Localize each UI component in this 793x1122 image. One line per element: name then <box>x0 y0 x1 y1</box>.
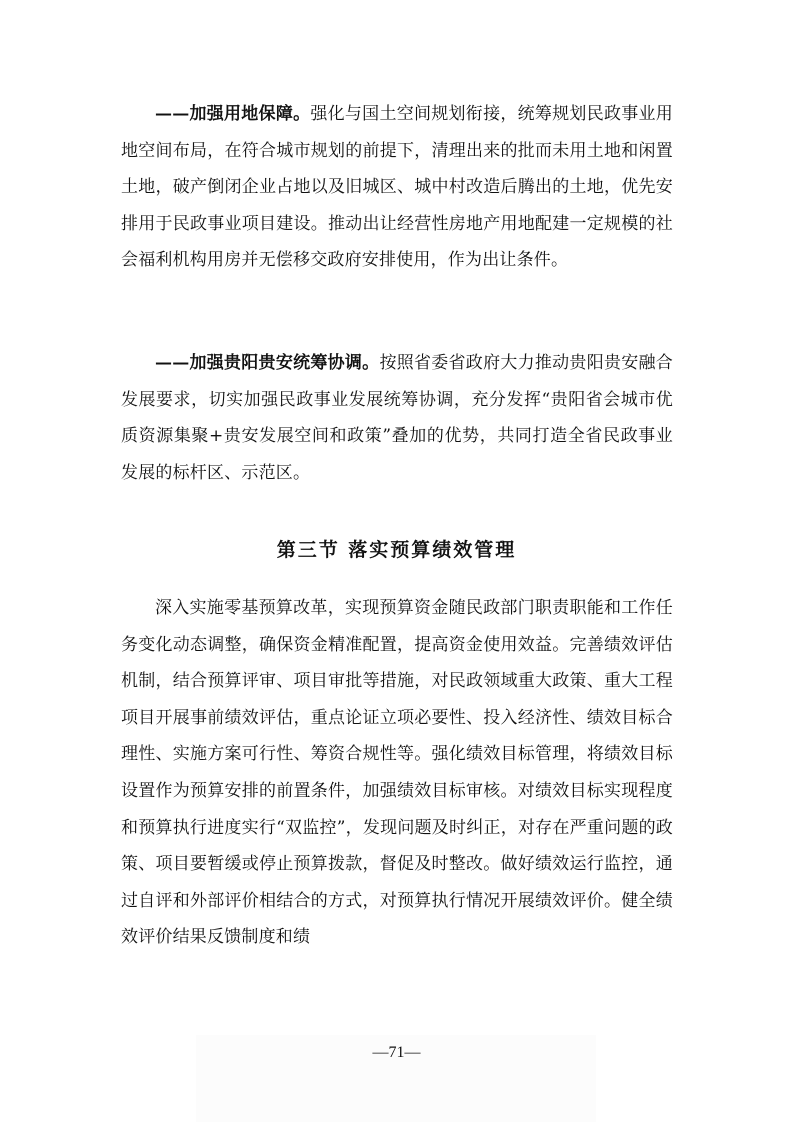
paragraph-text: 强化与国土空间规划衔接，统筹规划民政事业用地空间布局，在符合城市规划的前提下，清理出来的批而未用土地和闲置土地，破产倒闭企业占地以及旧城区、城中村改造后腾出的土地，优先安排用于民政事业项目建设。推动出让经营性房地产用地配建一定规模的社会福利机构用房并无偿移交政府安排使用，作为出让条件。 <box>121 104 673 271</box>
paragraph-lead: ——加强用地保障。 <box>155 104 311 124</box>
paragraph-text: 深入实施零基预算改革，实现预算资金随民政部门职责职能和工作任务变化动态调整，确保资金精准配置，提高资金使用效益。完善绩效评估机制，结合预算评审、项目审批等措施，对民政领域重大政策、重大工程项目开展事前绩效评估，重点论证立项必要性、投入经济性、绩效目标合理性、实施方案可行性、筹资合规性等。强化绩效目标管理，将绩效目标设置作为预算安排的前置条件，加强绩效目标审核。对绩效目标实现程度和预算执行进度实行“双监控”，发现问题及时纠正，对存在严重问题的政策、项目要暂缓或停止预算拨款，督促及时整改。做好绩效运行监控，通过自评和外部评价相结合的方式，对预算执行情况开展绩效评价。健全绩效评价结果反馈制度和绩 <box>121 598 673 948</box>
paragraph-lead: ——加强贵阳贵安统筹协调。 <box>155 353 380 373</box>
page-number: —71— <box>372 1044 421 1061</box>
paragraph-land-guarantee <box>121 96 673 279</box>
paragraph-budget-performance <box>121 590 673 956</box>
section-heading: 第三节 落实预算绩效管理 <box>276 539 517 561</box>
paragraph-text: 按照省委省政府大力推动贵阳贵安融合发展要求，切实加强民政事业发展统筹协调，充分发挥“贵阳省会城市优质资源集聚+贵安发展空间和政策”叠加的优势，共同打造全省民政事业发展的标杆区、示范区。 <box>121 353 673 483</box>
paragraph-guiyang-guian-coordination <box>121 345 673 491</box>
